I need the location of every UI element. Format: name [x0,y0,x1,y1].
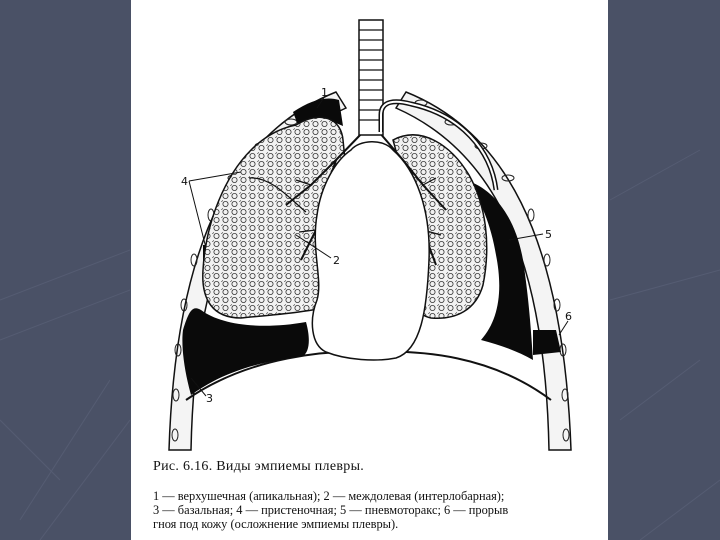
caption-title: Рис. 6.16. Виды эмпиемы плевры. [153,459,365,474]
label-2: 2 [333,254,340,267]
label-4: 4 [181,175,188,188]
label-1: 1 [321,86,328,99]
pleural-empyema-diagram [131,0,608,455]
heart [312,142,429,360]
subcutaneous-rupture [533,330,561,355]
label-5: 5 [545,228,552,241]
caption-line: 3 — базальная; 4 — пристеночная; 5 — пневмоторакс; 6 — прорыв [153,503,509,517]
figure-caption [153,459,593,531]
label-6: 6 [565,310,572,323]
caption-line: гноя под кожу (осложнение эмпиемы плевры). [153,517,399,531]
caption-line: 1 — верхушечная (апикальная); 2 — междолевая (интерлобарная); [153,489,505,503]
slide-panel [131,0,608,540]
label-3: 3 [206,392,213,405]
basal-empyema [182,308,308,395]
